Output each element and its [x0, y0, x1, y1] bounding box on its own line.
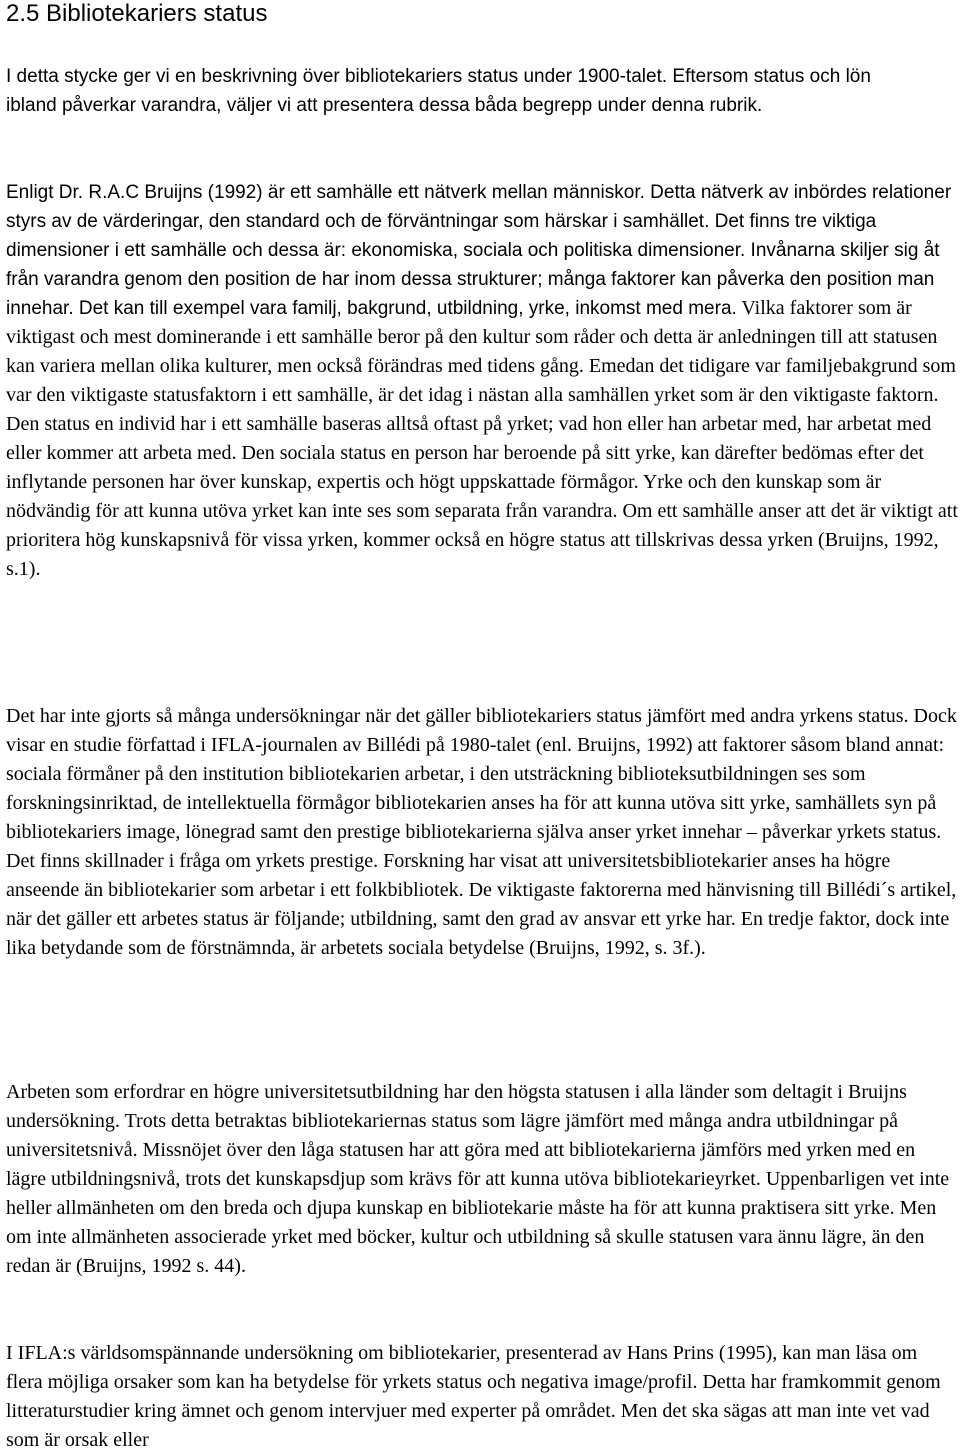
- paragraph-university-status: Arbeten som erfordrar en högre universitetsutbildning har den högsta statusen i alla länder som deltagit i Bruijns undersökning. Trots detta betraktas bibliotekariernas status som lägre jämfört med många andra utbildningar på universitetsnivå. Missnöjet över den låga statusen har att göra med att bibliotekarierna jämförs med yrken med en lägre utbildningsnivå, trots det kunskapsdjup som krävs för att kunna utöva bibliotekarieyrket. Uppenbarligen vet inte heller allmänheten om den breda och djupa kunskap en bibliotekarie måste ha för att kunna praktisera sitt yrke. Men om inte allmänheten associerade yrket med böcker, kultur och utbildning så skulle statusen vara ännu lägre, än den redan är (Bruijns, 1992 s. 44).: [6, 1081, 950, 1277]
- paragraph-bruijns-society-sans: Enligt Dr. R.A.C Bruijns (1992) är ett samhälle ett nätverk mellan människor. Detta nätverk av inbördes relationer styrs av de värderingar, den standard och de förväntningar som härskar i samhället. Det finns tre viktiga dimensioner i ett samhälle och dessa är: ekonomiska, sociala och politiska dimensioner. Invånarna skiljer sig åt från varandra genom den position de har inom dessa strukturer; många faktorer kan påverka den position man innehar. Det kan till exempel vara familj, bakgrund, utbildning, yrke, inkomst med mera.: [6, 182, 952, 319]
- paragraph-intro: I detta stycke ger vi en beskrivning över bibliotekariers status under 1900-talet. Eftersom status och lön ibland påverkar varandra, väljer vi att presentera dessa båda begrepp under denna rubrik.: [6, 66, 871, 116]
- paragraph-billedi-study: Det har inte gjorts så många undersökningar när det gäller bibliotekariers status jämfört med andra yrkens status. Dock visar en studie författad i IFLA-journalen av Billédi på 1980-talet (enl. Bruijns, 1992) att faktorer såsom bland annat: sociala förmåner på den institution bibliotekarien arbetar, i den utsträckning biblioteksutbildningen ses som forskningsinriktad, de intellektuella förmågor bibliotekarien anses ha för att kunna utöva sitt yrke, samhällets syn på bibliotekariers image, lönegrad samt den prestige bibliotekarierna själva anser yrket innehar – påverkar yrkets status. Det finns skillnader i fråga om yrkets prestige. Forskning har visat att universitetsbibliotekarier anses ha högre anseende än bibliotekarier som arbetar i ett folkbibliotek. De viktigaste faktorerna med hänvisning till Billédi´s artikel, när det gäller ett arbetes status är följande; utbildning, samt den grad av ansvar ett yrke har. En tredje faktor, dock inte lika betydande som de förstnämnda, är arbetets sociala betydelse (Bruijns, 1992, s. 3f.).: [6, 705, 957, 959]
- paragraph-bruijns-society: [6, 178, 958, 584]
- paragraph-ifla-survey: I IFLA:s världsomspännande undersökning om bibliotekarier, presenterad av Hans Prins (1995), kan man läsa om flera möjliga orsaker som kan ha betydelse för yrkets status och negativa image/profil. Detta har framkommit genom litteraturstudier kring ämnet och genom intervjuer med experter på området. Men det ska sägas att man inte vet vad som är orsak eller: [6, 1342, 941, 1451]
- paragraph-bruijns-society-serif: Vilka faktorer som är viktigast och mest dominerande i ett samhälle beror på den kultur som råder och detta är anledningen till att statusen kan variera mellan olika kulturer, men också förändras med tidens gång. Emedan det tidigare var familjebakgrund som var den viktigaste statusfaktorn i ett samhälle, är det idag i nästan alla samhällen yrket som är den viktigaste faktorn. Den status en individ har i ett samhälle baseras alltså oftast på yrket; vad hon eller han arbetar med, har arbetat med eller kommer att arbeta med. Den sociala status en person har beroende på sitt yrke, kan därefter bedömas efter det inflytande personen har över kunskap, expertis och högt uppskattade förmågor. Yrke och den kunskap som är nödvändig för att kunna utöva yrket kan inte ses som separata från varandra. Om ett samhälle anser att det är viktigt att prioritera hög kunskapsnivå för vissa yrken, kommer också en högre status att tillskrivas dessa yrken (Bruijns, 1992, s.1).: [6, 297, 958, 580]
- section-heading: 2.5 Bibliotekariers status: [6, 0, 268, 27]
